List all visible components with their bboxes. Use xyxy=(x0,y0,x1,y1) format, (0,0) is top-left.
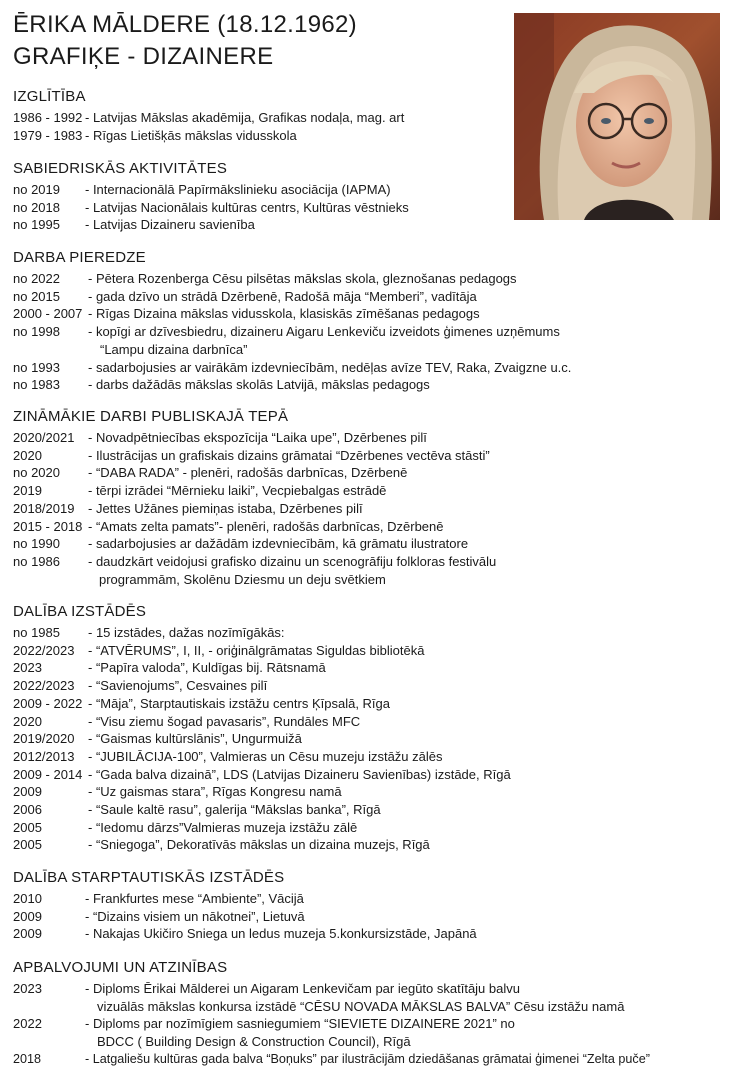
item-text: - Rīgas Dizaina mākslas vidusskola, klasiskās zīmēšanas pedagogs xyxy=(88,306,480,322)
item-date: 2005 xyxy=(13,837,42,853)
list-item xyxy=(13,359,718,377)
item-text: - “Iedomu dārzs”Valmieras muzeja izstāžu zālē xyxy=(88,819,358,835)
list-item xyxy=(13,624,718,642)
item-text: - Frankfurtes mese “Ambiente”, Vācijā xyxy=(85,891,304,906)
item-text: - “Papīra valoda”, Kuldīgas bij. Rātsnamā xyxy=(88,660,326,676)
item-date: 2019 xyxy=(13,483,42,499)
item-text: - Diploms par nozīmīgiem sasniegumiem “SIEVIETE DIZAINERE 2021” no xyxy=(85,1016,515,1032)
item-text: - “Gada balva dizainā”, LDS (Latvijas Dizaineru Savienības) izstāde, Rīgā xyxy=(88,766,511,782)
item-date: 2006 xyxy=(13,802,42,818)
item-continuation: “Lampu dizaina darbnīca” xyxy=(100,341,248,357)
list-item xyxy=(13,1051,718,1069)
item-date: no 1986 xyxy=(13,553,60,569)
work-title: DARBA PIEREDZE xyxy=(13,249,146,266)
list-item xyxy=(13,925,718,943)
item-text: - Ilustrācijas un grafiskais dizains grāmatai “Dzērbenes vectēva stāsti” xyxy=(88,447,490,463)
item-text: - daudzkārt veidojusi grafisko dizainu un scenogrāfiju folkloras festivālu xyxy=(88,553,497,569)
item-date: 2023 xyxy=(13,981,42,996)
list-item xyxy=(13,730,718,748)
international-title: DALĪBA STARPTAUTISKĀS IZSTĀDĒS xyxy=(13,869,285,886)
list-item xyxy=(13,766,718,784)
item-date: no 1990 xyxy=(13,536,60,552)
awards-title: APBALVOJUMI UN ATZINĪBAS xyxy=(13,959,228,976)
list-item xyxy=(13,836,718,854)
list-item xyxy=(13,642,718,660)
item-date: 2005 xyxy=(13,819,42,835)
list-item xyxy=(13,677,718,695)
item-date: 2012/2013 xyxy=(13,748,75,764)
item-text: - “Visu ziemu šogad pavasaris”, Rundāles MFC xyxy=(88,713,361,729)
list-item xyxy=(13,288,718,306)
list-item xyxy=(13,890,718,908)
public-works-title: ZINĀMĀKIE DARBI PUBLISKAJĀ TEPĀ xyxy=(13,408,289,425)
item-continuation: vizuālās mākslas konkursa izstādē “CĒSU NOVADA MĀKSLAS BALVA” Cēsu izstāžu namā xyxy=(97,998,625,1014)
item-date: no 1983 xyxy=(13,377,60,393)
item-text: - Latvijas Mākslas akadēmija, Grafikas nodaļa, mag. art xyxy=(85,110,405,125)
item-text: - Latvijas Dizaineru savienība xyxy=(85,217,255,233)
item-continuation: BDCC ( Building Design & Construction Council), Rīgā xyxy=(97,1034,411,1050)
item-date: 2018 xyxy=(13,1051,42,1066)
item-text: - Nakajas Ukičiro Sniega un ledus muzeja 5.konkursizstāde, Japānā xyxy=(85,926,477,942)
list-item xyxy=(13,695,718,713)
education-section xyxy=(13,88,718,144)
list-item xyxy=(13,1015,718,1033)
item-text: - Rīgas Lietišķās mākslas vidusskola xyxy=(85,127,297,143)
item-date: no 1993 xyxy=(13,359,60,375)
list-item xyxy=(13,659,718,677)
item-text: - “Māja”, Starptautiskais izstāžu centrs Ķīpsalā, Rīga xyxy=(88,695,391,711)
item-text: - Latgaliešu kultūras gada balva “Boņuks” par ilustrācijām dziedāšanas grāmatai ģimenei “Zelta puče” xyxy=(85,1051,650,1066)
item-date: no 1998 xyxy=(13,324,60,340)
item-text: - tērpi izrādei “Mērnieku laiki”, Vecpiebalgas estrādē xyxy=(88,483,387,499)
item-date: 2000 - 2007 xyxy=(13,306,83,322)
exhibitions-title: DALĪBA IZSTĀDĒS xyxy=(13,603,147,620)
item-date: 2009 - 2014 xyxy=(13,766,83,782)
list-item xyxy=(13,270,718,288)
item-date: no 1985 xyxy=(13,625,60,640)
item-text: - “Saule kaltē rasu”, galerija “Mākslas banka”, Rīgā xyxy=(88,802,381,818)
list-item xyxy=(13,323,718,341)
item-text: - “Dizains visiem un nākotnei”, Lietuvā xyxy=(85,908,305,924)
item-date: 2019/2020 xyxy=(13,731,75,747)
list-item xyxy=(13,553,718,571)
item-date: 2009 xyxy=(13,908,42,924)
item-date: 2023 xyxy=(13,660,42,676)
item-text: - “Uz gaismas stara”, Rīgas Kongresu namā xyxy=(88,784,342,800)
item-date: 2022/2023 xyxy=(13,678,75,694)
item-text: - darbs dažādās mākslas skolās Latvijā, mākslas pedagogs xyxy=(88,377,430,393)
item-text: - Latvijas Nacionālais kultūras centrs, Kultūras vēstnieks xyxy=(85,199,409,215)
item-date: no 2019 xyxy=(13,182,60,197)
list-item xyxy=(13,482,718,500)
item-date: 2018/2019 xyxy=(13,500,75,516)
list-item xyxy=(13,801,718,819)
item-text: - gada dzīvo un strādā Dzērbenē, Radošā māja “Memberi”, vadītāja xyxy=(88,288,477,304)
list-item xyxy=(13,181,718,199)
item-date: 2022 xyxy=(13,1016,42,1032)
profession-heading: GRAFIĶE - DIZAINERE xyxy=(13,43,274,70)
public-works-section xyxy=(13,408,718,588)
item-date: 2020 xyxy=(13,447,42,463)
item-date: no 2015 xyxy=(13,288,60,304)
list-item xyxy=(13,518,718,536)
social-activities-section xyxy=(13,160,718,234)
list-item xyxy=(13,199,718,217)
list-item xyxy=(13,500,718,518)
item-text: - “DABA RADA” - plenēri, radošās darbnīcas, Dzērbenē xyxy=(88,465,408,481)
item-text: - sadarbojusies ar dažādām izdevniecībām, kā grāmatu ilustratore xyxy=(88,536,469,552)
item-date: 2009 - 2022 xyxy=(13,695,83,711)
social-title: SABIEDRISKĀS AKTIVITĀTES xyxy=(13,160,228,177)
item-text: - “ATVĒRUMS”, I, II, - oriģinālgrāmatas Siguldas bibliotēkā xyxy=(88,642,425,658)
item-text: - “Amats zelta pamats”- plenēri, radošās darbnīcas, Dzērbenē xyxy=(88,518,444,534)
exhibitions-section xyxy=(13,603,718,854)
item-text: - Jettes Užānes piemiņas istaba, Dzērbenes pilī xyxy=(88,500,363,516)
item-date: 1986 - 1992 xyxy=(13,110,83,125)
item-text: - Pētera Rozenberga Cēsu pilsētas mākslas skola, gleznošanas pedagogs xyxy=(88,271,517,286)
item-text: - Internacionālā Papīrmākslinieku asociācija (IAPMA) xyxy=(85,182,391,197)
item-text: - Novadpētniecības ekspozīcija “Laika upe”, Dzērbenes pilī xyxy=(88,430,427,445)
item-text: - “Savienojums”, Cesvaines pilī xyxy=(88,678,268,694)
international-exhibitions-section xyxy=(13,869,718,943)
item-date: 2022/2023 xyxy=(13,642,75,658)
list-item xyxy=(13,980,718,998)
item-continuation: programmām, Skolēnu Dziesmu un deju svētkiem xyxy=(99,571,386,587)
list-item xyxy=(13,713,718,731)
item-date: 2009 xyxy=(13,926,42,942)
item-text: - Diploms Ērikai Mālderei un Aigaram Lenkevičam par iegūto skatītāju balvu xyxy=(85,981,520,996)
list-item xyxy=(13,464,718,482)
list-item xyxy=(13,748,718,766)
item-date: no 2018 xyxy=(13,199,60,215)
name-heading: ĒRIKA MĀLDERE (18.12.1962) xyxy=(13,11,357,38)
list-item xyxy=(13,305,718,323)
list-item xyxy=(13,535,718,553)
item-date: no 2020 xyxy=(13,465,60,481)
item-text: - “Sniegoga”, Dekoratīvās mākslas un dizaina muzejs, Rīgā xyxy=(88,837,430,853)
item-text: - kopīgi ar dzīvesbiedru, dizaineru Aigaru Lenkeviču izveidots ģimenes uzņēmums xyxy=(88,324,560,340)
work-experience-section xyxy=(13,249,718,394)
item-date: 1979 - 1983 xyxy=(13,127,83,143)
item-date: no 2022 xyxy=(13,271,60,286)
item-text: - sadarbojusies ar vairākām izdevniecībām, nedēļas avīze TEV, Raka, Zvaigzne u.c. xyxy=(88,359,572,375)
list-item xyxy=(13,447,718,465)
list-item xyxy=(13,216,718,234)
list-item xyxy=(13,783,718,801)
list-item xyxy=(13,127,718,145)
item-text: - 15 izstādes, dažas nozīmīgākās: xyxy=(88,625,285,640)
item-date: 2010 xyxy=(13,891,42,906)
item-date: 2020 xyxy=(13,713,42,729)
item-date: 2009 xyxy=(13,784,42,800)
item-text: - “Gaismas kultūrslānis”, Ungurmuižā xyxy=(88,731,302,747)
list-item xyxy=(13,376,718,394)
item-date: 2015 - 2018 xyxy=(13,518,83,534)
item-date: no 1995 xyxy=(13,217,60,233)
item-text: - “JUBILĀCIJA-100”, Valmieras un Cēsu muzeju izstāžu zālēs xyxy=(88,748,443,764)
list-item xyxy=(13,109,718,127)
list-item xyxy=(13,908,718,926)
list-item xyxy=(13,819,718,837)
awards-section xyxy=(13,959,718,1069)
list-item xyxy=(13,429,718,447)
item-date: 2020/2021 xyxy=(13,430,75,445)
education-title: IZGLĪTĪBA xyxy=(13,88,86,105)
